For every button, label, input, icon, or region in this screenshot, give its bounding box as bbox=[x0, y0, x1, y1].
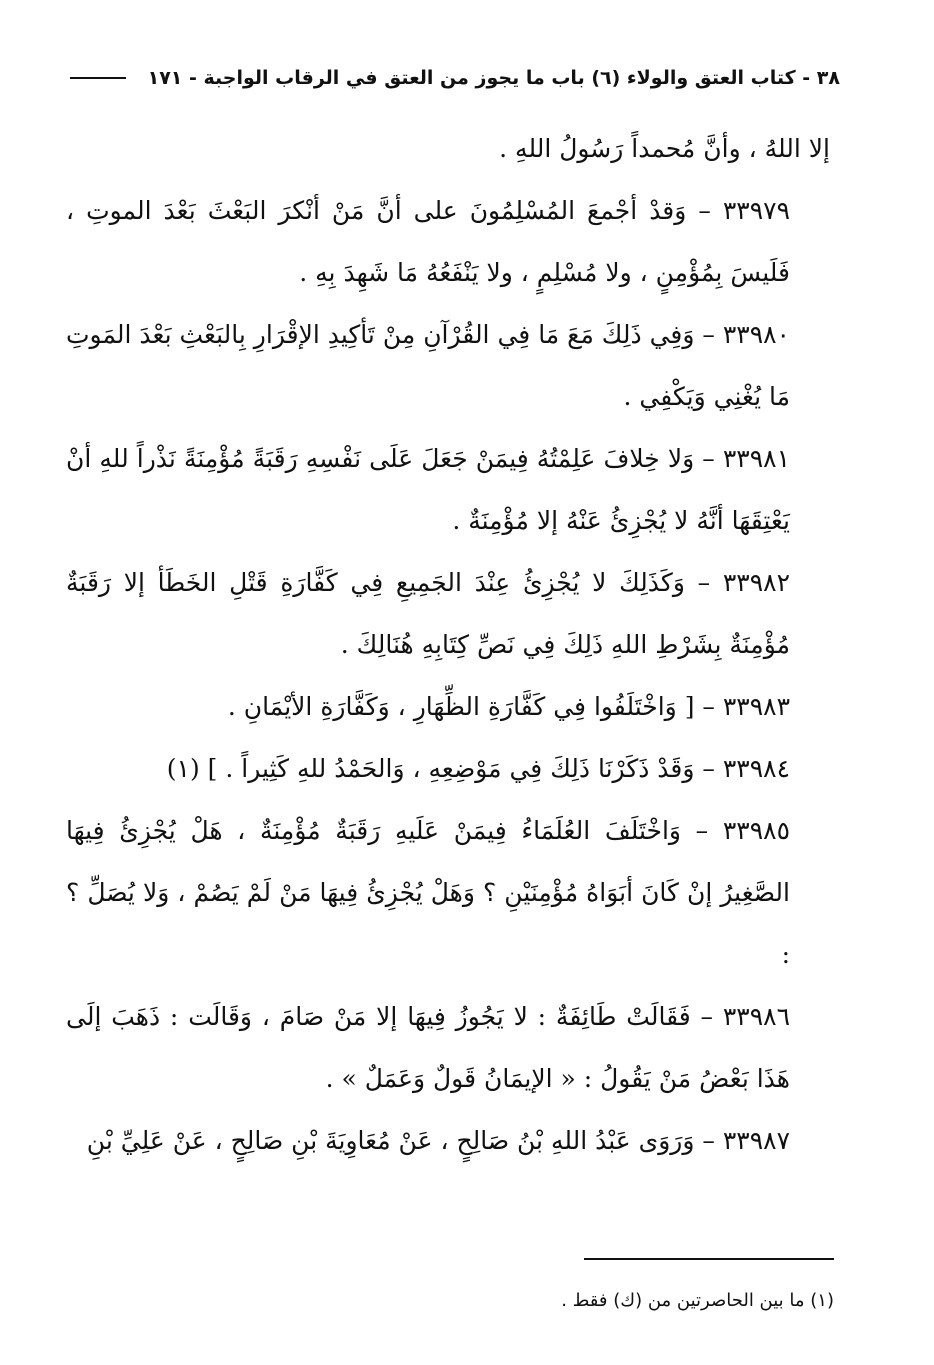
header-rule bbox=[70, 77, 126, 79]
paragraph-text: وَقَدْ ذَكَرْنَا ذَلِكَ فِي مَوْضِعِهِ ، وَالحَمْدُ للهِ كَثِيراً . ] (١) bbox=[166, 754, 695, 783]
paragraph-number: ٣٣٩٧٩ bbox=[722, 196, 790, 225]
paragraph-number: ٣٣٩٨٤ bbox=[722, 754, 790, 783]
paragraph: ٣٣٩٨٠ – وَفِي ذَلِكَ مَعَ مَا فِي القُرْآنِ مِنْ تَأكِيدِ الإقْرَارِ بِالبَعْثِ بَعْدَ المَوتِ مَا يُغْنِي وَيَكْفِي . bbox=[66, 320, 790, 411]
paragraph-text: وَاخْتَلَفَ العُلَمَاءُ فِيمَنْ عَلَيهِ رَقَبَةٌ مُؤْمِنَةٌ ، هَلْ يُجْزِئُ فِيهَا الصَّغِيرُ إنْ كَانَ أبَوَاهُ مُؤْمِنَيْنِ ؟ وَهَلْ يُجْزِئُ فِيهَا مَنْ لَمْ يَصُمْ ، وَلا يُصَلِّ ؟ : bbox=[66, 816, 790, 969]
paragraph-text: وَفِي ذَلِكَ مَعَ مَا فِي القُرْآنِ مِنْ تَأكِيدِ الإقْرَارِ بِالبَعْثِ بَعْدَ المَوتِ مَا يُغْنِي وَيَكْفِي . bbox=[66, 320, 790, 411]
paragraph: ٣٣٩٨٢ – وَكَذَلِكَ لا يُجْزِئُ عِنْدَ الجَمِيعِ فِي كَفَّارَةِ قَتْلِ الخَطَأ إلا رَقَبَةٌ مُؤْمِنَةٌ بِشَرْطِ اللهِ ذَلِكَ فِي نَصِّ كِتَابِهِ هُنَالِكَ . bbox=[66, 568, 790, 659]
paragraph: ٣٣٩٨٤ – وَقَدْ ذَكَرْنَا ذَلِكَ فِي مَوْضِعِهِ ، وَالحَمْدُ للهِ كَثِيراً . ] (١) bbox=[166, 754, 790, 783]
paragraph-text: فَقَالَتْ طَائِفَةٌ : لا يَجُوزُ فِيهَا إلا مَنْ صَامَ ، وَقَالَت : ذَهَبَ إلَى هَذَا بَعْضُ مَنْ يَقُولُ : « الإيمَانُ قَولٌ وَعَمَلٌ » . bbox=[66, 1002, 790, 1093]
paragraph-text: [ وَاخْتَلَفُوا فِي كَفَّارَةِ الظِّهَارِ ، وَكَفَّارَةِ الأيْمَانِ . bbox=[227, 692, 695, 721]
paragraph-number: ٣٣٩٨٥ bbox=[722, 816, 790, 845]
paragraph-number: ٣٣٩٨٣ bbox=[722, 692, 790, 721]
paragraph-text: إلا اللهُ ، وأنَّ مُحمداً رَسُولُ اللهِ . bbox=[499, 134, 830, 163]
footnote-rule bbox=[584, 1258, 834, 1260]
paragraph: ٣٣٩٨٣ – [ وَاخْتَلَفُوا فِي كَفَّارَةِ الظِّهَارِ ، وَكَفَّارَةِ الأيْمَانِ . bbox=[227, 692, 790, 721]
paragraph: ٣٣٩٨٥ – وَاخْتَلَفَ العُلَمَاءُ فِيمَنْ عَلَيهِ رَقَبَةٌ مُؤْمِنَةٌ ، هَلْ يُجْزِئُ فِيهَا الصَّغِيرُ إنْ كَانَ أبَوَاهُ مُؤْمِنَيْنِ ؟ وَهَلْ يُجْزِئُ فِيهَا مَنْ لَمْ يَصُمْ ، وَلا يُصَلِّ ؟ : bbox=[66, 816, 790, 969]
paragraph: ٣٣٩٨١ – وَلا خِلافَ عَلِمْتُهُ فِيمَنْ جَعَلَ عَلَى نَفْسِهِ رَقَبَةً مُؤْمِنَةً نَذْراً للهِ أنْ يَعْتِقَهَا أنَّهُ لا يُجْزِئُ عَنْهُ إلا مُؤْمِنَةٌ . bbox=[66, 444, 790, 535]
paragraph-text: وَرَوَى عَبْدُ اللهِ بْنُ صَالِحٍ ، عَنْ مُعَاوِيَةَ بْنِ صَالِحٍ ، عَنْ عَلِيِّ بْنِ bbox=[86, 1126, 695, 1155]
running-title: ٣٨ - كتاب العتق والولاء (٦) باب ما يجوز من العتق في الرقاب الواجبة - ١٧١ bbox=[147, 67, 840, 89]
body-text bbox=[66, 118, 830, 1172]
paragraph bbox=[66, 118, 830, 180]
paragraph-number: ٣٣٩٨١ bbox=[722, 444, 790, 473]
paragraph-number: ٣٣٩٨٦ bbox=[722, 1002, 790, 1031]
paragraph-number: ٣٣٩٨٢ bbox=[722, 568, 790, 597]
footnote: (١) ما بين الحاصرتين من (ك) فقط . bbox=[561, 1290, 834, 1311]
paragraph: ٣٣٩٨٦ – فَقَالَتْ طَائِفَةٌ : لا يَجُوزُ فِيهَا إلا مَنْ صَامَ ، وَقَالَت : ذَهَبَ إلَى هَذَا بَعْضُ مَنْ يَقُولُ : « الإيمَانُ قَولٌ وَعَمَلٌ » . bbox=[66, 1002, 790, 1093]
paragraph-number: ٣٣٩٨٧ bbox=[722, 1126, 790, 1155]
paragraph: ٣٣٩٨٧ – وَرَوَى عَبْدُ اللهِ بْنُ صَالِحٍ ، عَنْ مُعَاوِيَةَ بْنِ صَالِحٍ ، عَنْ عَلِيِّ بْنِ bbox=[86, 1126, 790, 1155]
page-header bbox=[60, 58, 840, 98]
paragraph-text: وَلا خِلافَ عَلِمْتُهُ فِيمَنْ جَعَلَ عَلَى نَفْسِهِ رَقَبَةً مُؤْمِنَةً نَذْراً للهِ أنْ يَعْتِقَهَا أنَّهُ لا يُجْزِئُ عَنْهُ إلا مُؤْمِنَةٌ . bbox=[66, 444, 790, 535]
paragraph-text: وَكَذَلِكَ لا يُجْزِئُ عِنْدَ الجَمِيعِ فِي كَفَّارَةِ قَتْلِ الخَطَأ إلا رَقَبَةٌ مُؤْمِنَةٌ بِشَرْطِ اللهِ ذَلِكَ فِي نَصِّ كِتَابِهِ هُنَالِكَ . bbox=[66, 568, 790, 659]
paragraph-number: ٣٣٩٨٠ bbox=[722, 320, 790, 349]
paragraph: ٣٣٩٧٩ – وَقدْ أجْمعَ المُسْلِمُونَ على أنَّ مَنْ أنْكرَ البَعْثَ بَعْدَ الموتِ ، فَلَيسَ بِمُؤْمِنٍ ، ولا مُسْلِمٍ ، ولا يَنْفَعُهُ مَا شَهِدَ بِهِ . bbox=[66, 196, 790, 287]
paragraph-text: وَقدْ أجْمعَ المُسْلِمُونَ على أنَّ مَنْ أنْكرَ البَعْثَ بَعْدَ الموتِ ، فَلَيسَ بِمُؤْمِنٍ ، ولا مُسْلِمٍ ، ولا يَنْفَعُهُ مَا شَهِدَ بِهِ . bbox=[66, 196, 790, 287]
